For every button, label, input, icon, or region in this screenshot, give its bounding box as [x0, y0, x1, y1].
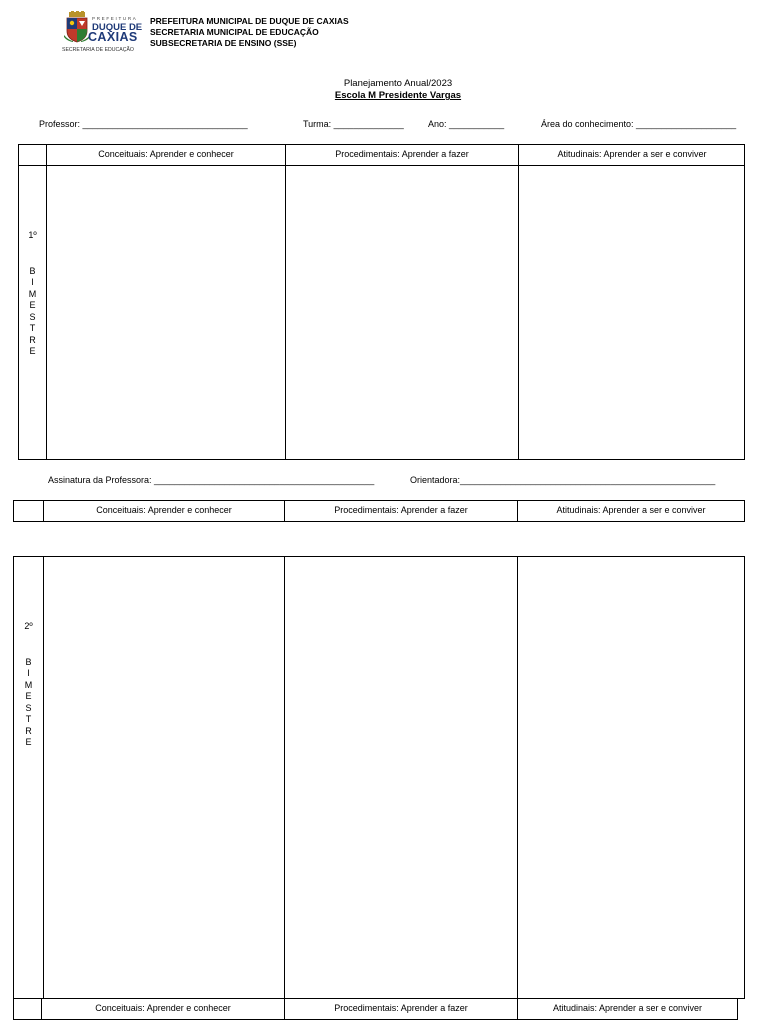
signature-orientadora[interactable]: Orientadora:___________________________________________________ [410, 475, 716, 485]
bimestre-label-1 [19, 230, 46, 358]
bimestre-letter: R [29, 334, 36, 345]
column-header-conceituais: Conceituais: Aprender e conhecer [96, 505, 232, 515]
cell-conceituais-1[interactable] [47, 166, 284, 459]
column-header-atitudinais: Atitudinais: Aprender a ser e conviver [552, 1003, 703, 1013]
column-header-conceituais: Conceituais: Aprender e conhecer [95, 1003, 231, 1013]
header-line-1: PREFEITURA MUNICIPAL DE DUQUE DE CAXIAS [150, 16, 349, 26]
bimestre-letter: T [29, 323, 36, 333]
logo-prefeitura: PREFEITURA [92, 16, 138, 21]
bimestre-letter: R [25, 725, 32, 736]
bimestre-ordinal: 2º [24, 621, 33, 631]
column-header-procedimentais: Procedimentais: Aprender a fazer [335, 149, 469, 159]
footer-header-row [13, 998, 738, 1020]
bimestre-label-2 [14, 621, 43, 749]
bimestre-letter: I [27, 668, 30, 678]
professor-field[interactable]: Professor: _________________________________ [39, 119, 248, 129]
cell-atitudinais-2[interactable] [518, 557, 744, 998]
bimestre-letter: E [25, 737, 32, 747]
bimestre-letter: E [29, 300, 36, 310]
bimestre-letter: S [25, 702, 32, 713]
bimestre-ordinal: 1º [28, 230, 37, 240]
bimestre-letter: I [31, 277, 34, 287]
column-header-atitudinais: Atitudinais: Aprender a ser e conviver [557, 149, 707, 159]
header-row-bimestre-2 [13, 500, 745, 522]
bimestre-letter: M [24, 679, 33, 690]
coat-of-arms-icon [64, 11, 90, 43]
bimestre-letter: M [28, 288, 37, 299]
signature-professora[interactable]: Assinatura da Professora: ____________________________________________ [48, 475, 375, 485]
table-bimestre-2 [13, 556, 745, 999]
column-header-conceituais: Conceituais: Aprender e conhecer [98, 149, 234, 159]
page-title: Planejamento Anual/2023 [343, 78, 453, 89]
column-header-procedimentais: Procedimentais: Aprender a fazer [334, 505, 468, 515]
column-header-atitudinais: Atitudinais: Aprender a ser e conviver [556, 505, 706, 515]
cell-procedimentais-1[interactable] [286, 166, 517, 459]
cell-atitudinais-1[interactable] [519, 166, 744, 459]
logo [62, 11, 152, 57]
header-line-3: SUBSECRETARIA DE ENSINO (SSE) [150, 38, 297, 48]
bimestre-letter: E [25, 691, 32, 701]
logo-caxias: CAXIAS [88, 30, 138, 44]
bimestre-letter: S [29, 311, 36, 322]
bimestre-letter: B [29, 265, 36, 276]
bimestre-letter: B [25, 656, 32, 667]
bimestre-letter: T [25, 714, 32, 724]
column-header-procedimentais: Procedimentais: Aprender a fazer [334, 1003, 468, 1013]
area-field[interactable]: Área do conhecimento: ____________________ [541, 119, 737, 129]
ano-field[interactable]: Ano: ___________ [428, 119, 505, 129]
turma-field[interactable]: Turma: ______________ [303, 119, 404, 129]
header-line-2: SECRETARIA MUNICIPAL DE EDUCAÇÃO [150, 27, 319, 37]
table-bimestre-1 [18, 144, 745, 460]
bimestre-letter: E [29, 346, 36, 356]
cell-procedimentais-2[interactable] [285, 557, 516, 998]
school-name: Escola M Presidente Vargas [334, 90, 462, 101]
cell-conceituais-2[interactable] [44, 557, 283, 998]
logo-duque: DUQUE DE [92, 22, 143, 33]
logo-secretaria: SECRETARIA DE EDUCAÇÃO [62, 47, 134, 53]
